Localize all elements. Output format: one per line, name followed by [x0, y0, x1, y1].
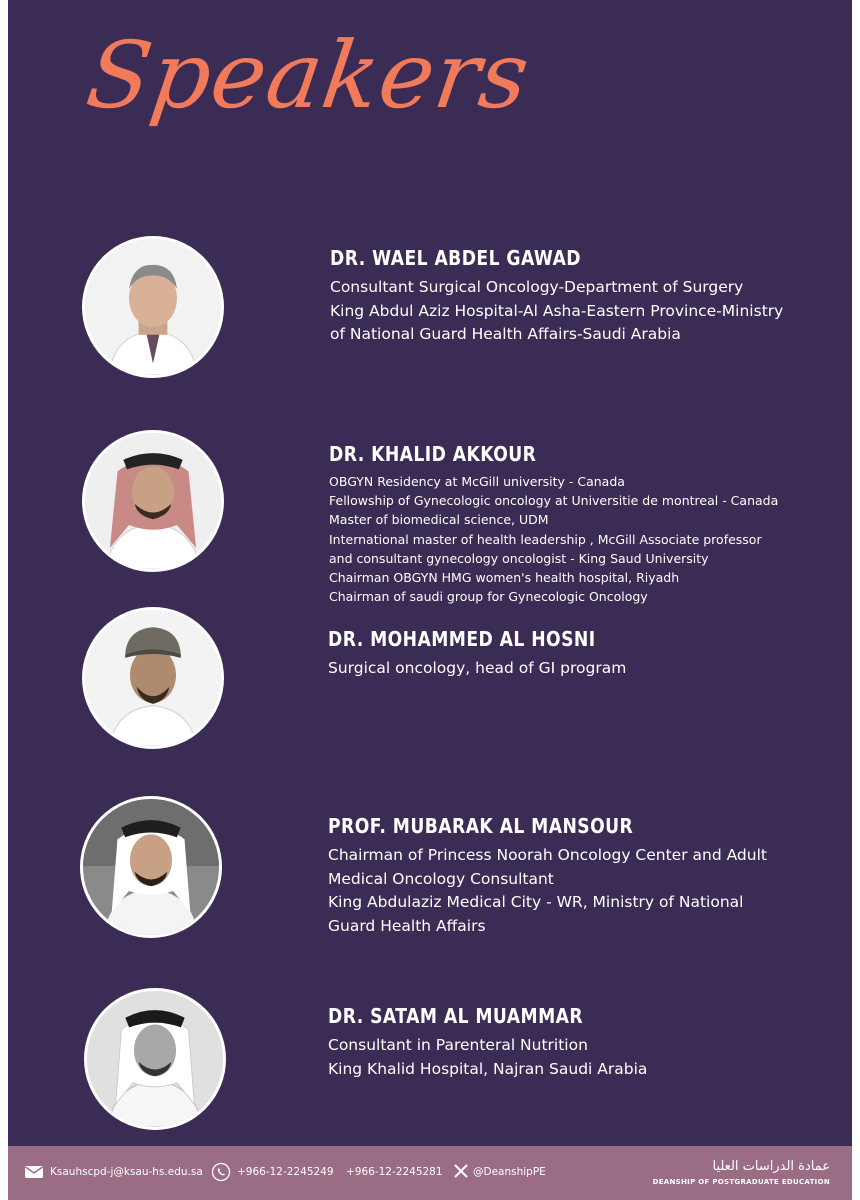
speaker-detail: Chairman of Princess Noorah Oncology Center and Adult: [328, 846, 767, 864]
phone-icon: [211, 1162, 231, 1182]
speaker-detail: Master of biomedical science, UDM: [329, 512, 549, 528]
speaker-detail: Fellowship of Gynecologic oncology at Universitie de montreal - Canada: [329, 493, 779, 509]
speaker-detail: International master of health leadership , McGill Associate professor: [329, 531, 762, 547]
speaker-detail: Consultant Surgical Oncology-Department of Surgery: [330, 278, 744, 296]
speaker-detail: Chairman of saudi group for Gynecologic Oncology: [329, 589, 648, 605]
speaker-photo: [82, 607, 224, 749]
email-link[interactable]: Ksauhscpd-j@ksau-hs.edu.sa: [50, 1166, 203, 1178]
x-icon: [453, 1163, 469, 1179]
speaker-detail: King Khalid Hospital, Najran Saudi Arabia: [328, 1059, 648, 1078]
speaker-detail: King Abdul Aziz Hospital-Al Asha-Eastern Province-Ministry: [330, 301, 784, 320]
page-title: Speakers: [80, 22, 537, 129]
speaker-detail: and consultant gynecology oncologist - King Saud University: [329, 550, 709, 566]
email-icon: [24, 1165, 44, 1179]
speaker-detail: of National Guard Health Affairs-Saudi Arabia: [330, 325, 681, 343]
speaker-photo: [84, 988, 226, 1130]
speaker-portrait-image: [87, 991, 223, 1127]
speaker-portrait-image: [85, 239, 221, 375]
speaker-portrait-image: [85, 433, 221, 569]
speaker-detail: Guard Health Affairs: [328, 916, 486, 935]
speaker-portrait-image: [83, 799, 219, 935]
speaker-detail: King Abdulaziz Medical City - WR, Ministry of National: [328, 893, 744, 911]
speaker-name: DR. WAEL ABDEL GAWAD: [330, 246, 582, 270]
speaker-portrait-image: [85, 610, 221, 746]
speaker-detail: Medical Oncology Consultant: [328, 869, 554, 888]
speaker-photo: [82, 430, 224, 572]
speaker-photo: [80, 796, 222, 938]
phone-number[interactable]: +966-12-2245281: [346, 1166, 443, 1178]
speaker-name: DR. KHALID AKKOUR: [329, 442, 537, 466]
footer: [8, 1146, 852, 1200]
speaker-name: DR. MOHAMMED AL HOSNI: [328, 627, 596, 651]
speaker-detail: Surgical oncology, head of GI program: [328, 659, 627, 677]
deanship-logo-arabic: عمادة الدراسات العليا: [712, 1159, 830, 1174]
deanship-logo-english: DEANSHIP OF POSTGRADUATE EDUCATION: [652, 1178, 830, 1186]
poster: [8, 0, 852, 1200]
phone-number[interactable]: +966-12-2245249: [237, 1166, 334, 1178]
speaker-detail: Consultant in Parenteral Nutrition: [328, 1036, 588, 1054]
twitter-handle[interactable]: @DeanshipPE: [473, 1166, 546, 1178]
speaker-detail: OBGYN Residency at McGill university - Canada: [329, 474, 625, 489]
speaker-detail: Chairman OBGYN HMG women's health hospital, Riyadh: [329, 570, 680, 586]
speaker-name: DR. SATAM AL MUAMMAR: [328, 1004, 584, 1028]
speaker-photo: [82, 236, 224, 378]
speaker-name: PROF. MUBARAK AL MANSOUR: [328, 814, 634, 838]
